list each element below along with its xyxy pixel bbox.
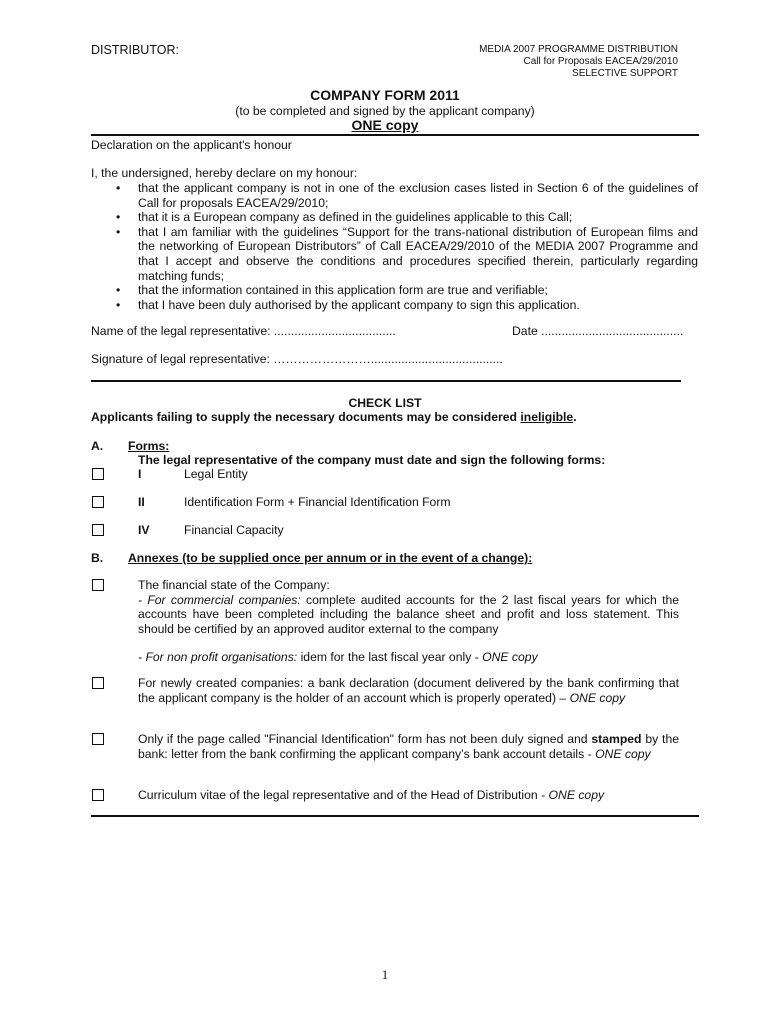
section-b-letter: B. (91, 551, 104, 565)
form-iv-number: IV (138, 523, 150, 537)
cv-item: Curriculum vitae of the legal representative and of the Head of Distribution - ONE copy (138, 788, 605, 802)
bank-letter-item: Only if the page called "Financial Identification" form has not been duly signed and stamped by the bank: letter from the bank confirming the applicant company’s bank account details - ONE copy (138, 732, 679, 761)
declaration-list (91, 181, 698, 312)
call-line: Call for Proposals EACEA/29/2010 (523, 56, 678, 68)
signature-field[interactable]: Signature of legal representative: ……………………....................................... (91, 352, 503, 366)
date-field[interactable]: Date .......................................... (512, 324, 684, 338)
bullet-icon: • (116, 297, 121, 312)
page-title: COMPANY FORM 2011 (310, 87, 460, 103)
programme-line: MEDIA 2007 PROGRAMME DISTRIBUTION (479, 44, 678, 55)
checklist-title: CHECK LIST (348, 396, 422, 410)
programme-info (378, 44, 678, 81)
bank-declaration-item: For newly created companies: a bank declaration (document delivered by the bank confirming that the applicant company is the holder of an account which is properly operated) – ONE copy (138, 676, 679, 705)
form-i-number: I (138, 467, 142, 481)
financial-state-checkbox[interactable] (92, 579, 104, 591)
distributor-label: DISTRIBUTOR: (91, 43, 179, 57)
support-line: SELECTIVE SUPPORT (572, 68, 678, 80)
declaration-intro: I, the undersigned, hereby declare on my honour: (91, 166, 358, 180)
form-iv-name: Financial Capacity (184, 523, 284, 537)
form-i-checkbox[interactable] (92, 468, 104, 480)
financial-state-item: The financial state of the Company: - For commercial companies: complete audited accounts for the 2 last fiscal years for which the accounts have been completed including the balance sheet and profit and loss statement. This should be certified by an approved auditor external to the company - For non profit organisations: idem for the last fiscal year only - ONE copy (138, 578, 680, 665)
section-b-heading: Annexes (to be supplied once per annum or in the event of a change): (128, 551, 533, 565)
legal-rep-name-field[interactable]: Name of the legal representative: .................................... (91, 324, 396, 338)
declaration-item: • that I am familiar with the guidelines “Support for the trans-national distribution of European films and the networking of European Distributors” of Call EACEA/29/2010 of the MEDIA 2007 Programme and that I accept and observe the conditions and procedures specified therein, particularly regarding matching funds; (116, 224, 698, 283)
section-a-heading: Forms: (128, 439, 170, 453)
declaration-divider (91, 380, 681, 382)
checklist-divider (91, 815, 699, 817)
form-ii-number: II (138, 495, 145, 509)
declaration-heading: Declaration on the applicant's honour (91, 138, 292, 152)
declaration-item: • that it is a European company as defined in the guidelines applicable to this Call; (116, 210, 573, 225)
one-copy-note: ONE copy (351, 117, 419, 133)
cv-checkbox[interactable] (92, 789, 104, 801)
form-iv-checkbox[interactable] (92, 524, 104, 536)
page-number: 1 (381, 967, 389, 982)
page-subtitle: (to be completed and signed by the applicant company) (235, 104, 535, 118)
declaration-item: • that the information contained in this application form are true and verifiable; (116, 283, 548, 298)
bullet-icon: • (116, 181, 121, 195)
bullet-icon: • (116, 210, 121, 225)
section-a-letter: A. (91, 439, 104, 453)
form-ii-name: Identification Form + Financial Identification Form (184, 495, 451, 509)
form-i-name: Legal Entity (184, 467, 248, 481)
bank-declaration-checkbox[interactable] (92, 677, 104, 689)
checklist-warning: Applicants failing to supply the necessary documents may be considered ineligible. (91, 410, 577, 424)
section-a-note: The legal representative of the company must date and sign the following forms: (138, 453, 606, 467)
bullet-icon: • (116, 283, 121, 298)
bank-letter-checkbox[interactable] (92, 733, 104, 745)
declaration-item: • that I have been duly authorised by the applicant company to sign this application. (116, 297, 580, 312)
declaration-item: • that the applicant company is not in one of the exclusion cases listed in Section 6 of the guidelines of Call for proposals EACEA/29/2010; (116, 181, 698, 210)
bullet-icon: • (116, 224, 121, 239)
title-divider (91, 134, 699, 136)
form-ii-checkbox[interactable] (92, 496, 104, 508)
